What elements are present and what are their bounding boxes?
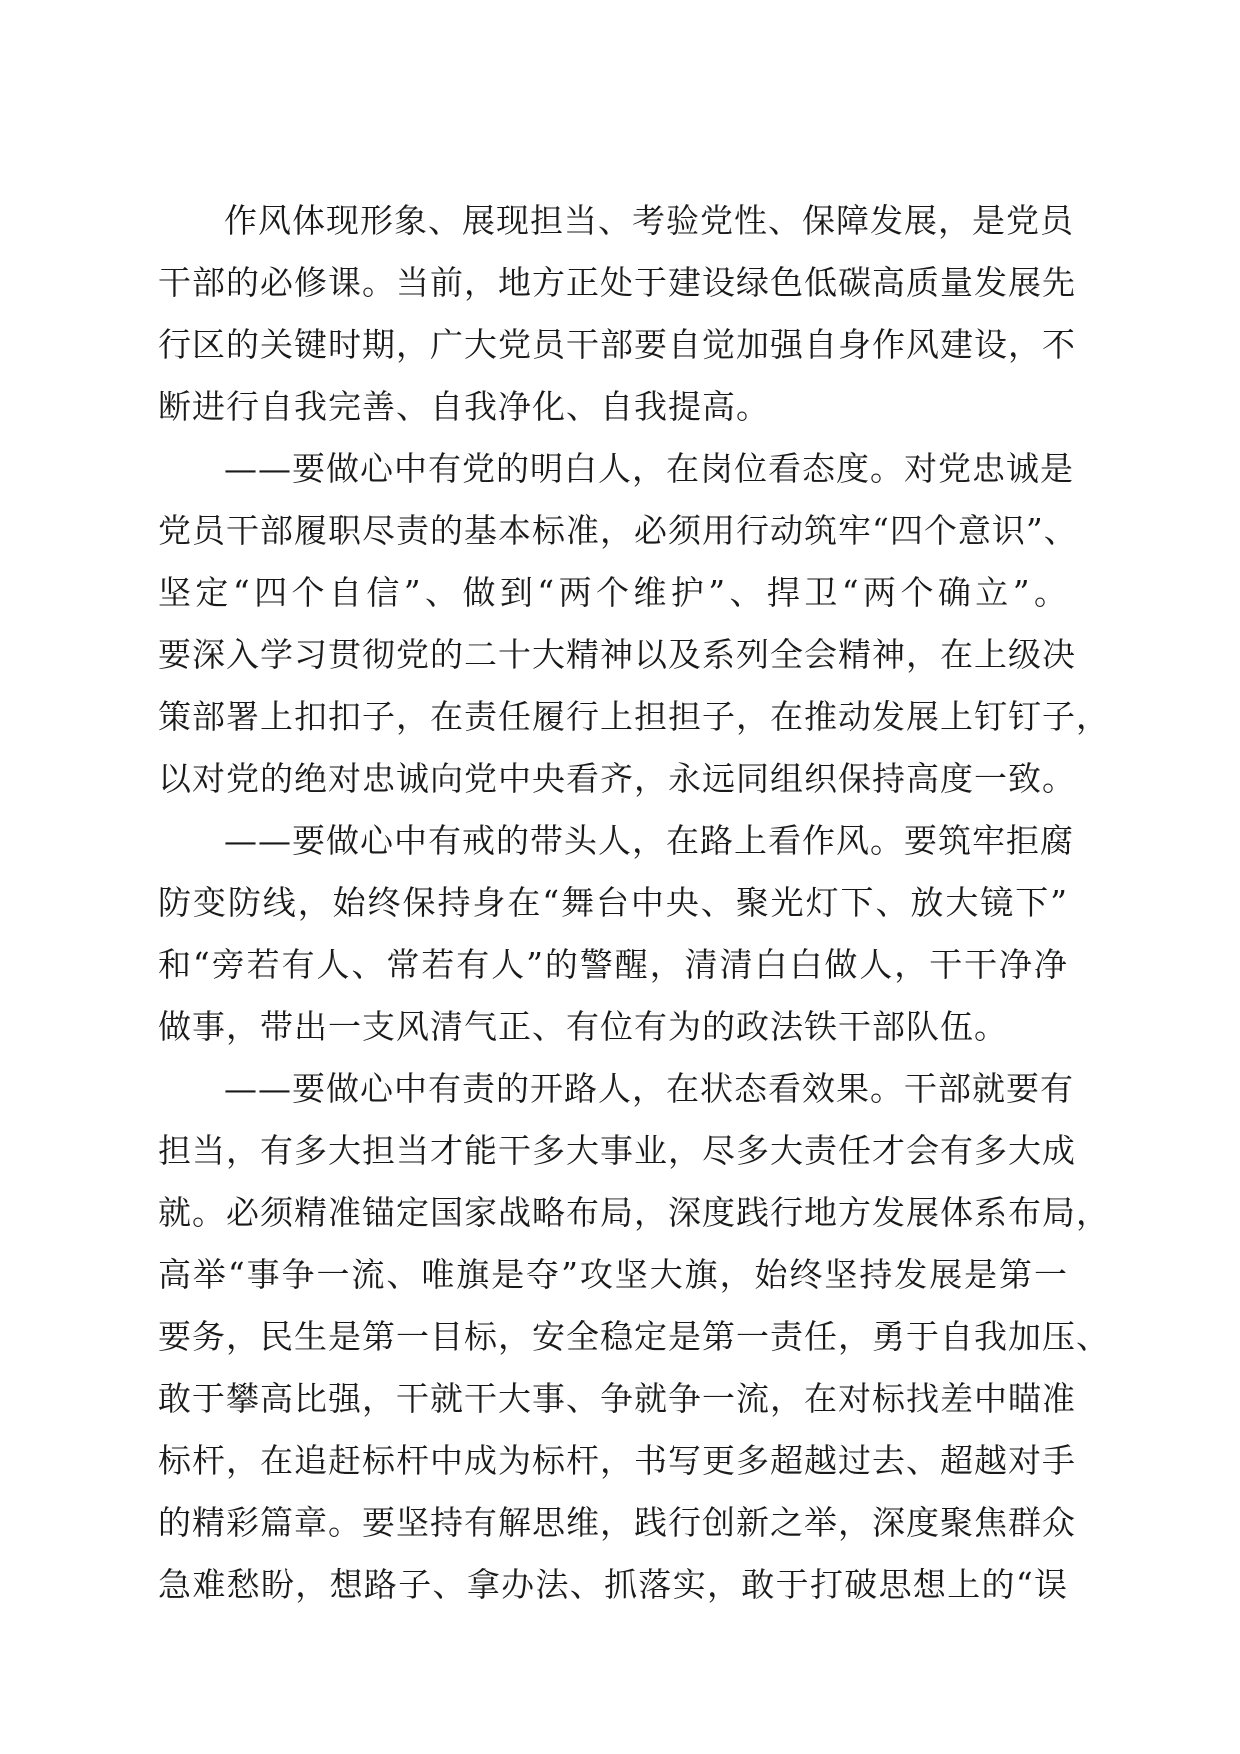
paragraph-4-line-4: 高举“事争一流、唯旗是夺”攻坚大旗，始终坚持发展是第一	[158, 1255, 1068, 1294]
paragraph-4-line-6: 敢于攀高比强，干就干大事、争就争一流，在对标找差中瞄准	[158, 1379, 1076, 1418]
paragraph-4-line-7: 标杆，在追赶标杆中成为标杆，书写更多超越过去、超越对手	[158, 1441, 1076, 1480]
paragraph-2-line-2: 党员干部履职尽责的基本标准，必须用行动筑牢“四个意识”、	[158, 511, 1078, 550]
paragraph-2-line-3: 坚定“四个自信”、做到“两个维护”、捍卫“两个确立”。	[158, 573, 1068, 612]
paragraph-3-line-4: 做事，带出一支风清气正、有位有为的政法铁干部队伍。	[158, 1007, 1008, 1046]
paragraph-3-line-3: 和“旁若有人、常若有人”的警醒，清清白白做人，干干净净	[158, 945, 1068, 984]
paragraph-1-line-4: 断进行自我完善、自我净化、自我提高。	[158, 387, 770, 426]
paragraph-2-line-6: 以对党的绝对忠诚向党中央看齐，永远同组织保持高度一致。	[158, 759, 1076, 798]
paragraph-1-line-2: 干部的必修课。当前，地方正处于建设绿色低碳高质量发展先	[158, 263, 1076, 302]
paragraph-2-line-4: 要深入学习贯彻党的二十大精神以及系列全会精神，在上级决	[158, 635, 1076, 674]
paragraph-3-line-1: ——要做心中有戒的带头人，在路上看作风。要筑牢拒腐	[224, 821, 1074, 860]
body-text	[158, 190, 1110, 1616]
paragraph-4-line-2: 担当，有多大担当才能干多大事业，尽多大责任才会有多大成	[158, 1131, 1076, 1170]
paragraph-1-line-1: 作风体现形象、展现担当、考验党性、保障发展，是党员	[224, 201, 1074, 240]
paragraph-4-line-9: 急难愁盼，想路子、拿办法、抓落实，敢于打破思想上的“误	[158, 1565, 1068, 1604]
paragraph-4-line-8: 的精彩篇章。要坚持有解思维，践行创新之举，深度聚焦群众	[158, 1503, 1076, 1542]
paragraph-1-line-3: 行区的关键时期，广大党员干部要自觉加强自身作风建设，不	[158, 325, 1076, 364]
paragraph-2-line-1: ——要做心中有党的明白人，在岗位看态度。对党忠诚是	[224, 449, 1074, 488]
paragraph-4-line-5: 要务，民生是第一目标，安全稳定是第一责任，勇于自我加压、	[158, 1317, 1110, 1356]
paragraph-4-line-3: 就。必须精准锚定国家战略布局，深度践行地方发展体系布局，	[158, 1193, 1110, 1232]
paragraph-4-line-1: ——要做心中有责的开路人，在状态看效果。干部就要有	[224, 1069, 1074, 1108]
paragraph-2-line-5: 策部署上扣扣子，在责任履行上担担子，在推动发展上钉钉子，	[158, 697, 1110, 736]
paragraph-3-line-2: 防变防线，始终保持身在“舞台中央、聚光灯下、放大镜下”	[158, 883, 1068, 922]
